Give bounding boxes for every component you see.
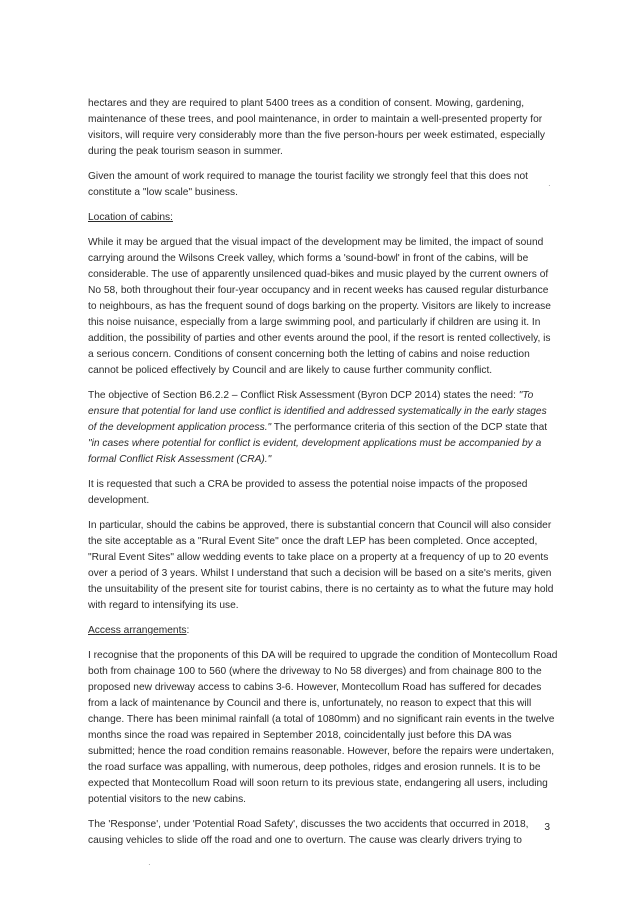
conflict-text-2: The performance criteria of this section of the DCP state that	[271, 422, 548, 433]
paragraph-road-condition: I recognise that the proponents of this DA will be required to upgrade the condition of Montecollum Road both from chainage 100 to 560 (where the driveway to No 58 diverges) and from chainage 800 to the proposed new driveway access to cabins 3-6. However, Montecollum Road has suffered for decades from a lack of maintenance by Council and there is, unfortunately, no reason to expect that this will change. There has been minimal rainfall (a total of 1080mm) and no significant rain events in the twelve months since the road was repaired in September 2018, coincidentally just before this DA was submitted; hence the road condition remains reasonable. However, before the repairs were undertaken, the road surface was appalling, with numerous, deep potholes, ridges and erosion runnels. It is to be expected that Montecollum Road will soon return to its previous state, endangering all users, including potential visitors to the new cabins.	[88, 650, 558, 805]
paragraph-low-scale: Given the amount of work required to manage the tourist facility we strongly feel that this does not constitute a "low scale" business.	[88, 171, 528, 198]
conflict-quote-2: "in cases where potential for conflict is evident, development applications must be accompanied by a formal Conflict Risk Assessment (CRA)."	[88, 438, 542, 465]
conflict-text-1: The objective of Section B6.2.2 – Conflict Risk Assessment (Byron DCP 2014) states the need:	[88, 390, 519, 401]
heading-access-label: Access arrangements	[88, 625, 187, 636]
heading-location-of-cabins: Location of cabins:	[88, 212, 173, 223]
paragraph-conflict-risk	[88, 388, 558, 468]
conflict-quote-1: "To ensure that potential for land use conflict is identified and addressed systematically in the early stages of the development application process."	[88, 390, 547, 433]
paragraph-maintenance: hectares and they are required to plant 5400 trees as a condition of consent. Mowing, gardening, maintenance of these trees, and pool maintenance, in order to maintain a well-presented property for visitors, will require very considerably more than the five person-hours per week estimated, especially during the peak tourism season in summer.	[88, 98, 545, 157]
page-number: 3	[544, 822, 550, 833]
heading-access-colon: :	[186, 625, 190, 636]
paragraph-noise-impact: While it may be argued that the visual impact of the development may be limited, the impact of sound carrying around the Wilsons Creek valley, which forms a 'sound-bowl' in front of the cabins, will be considerable. The use of apparently unsilenced quad-bikes and music played by the current owners of No 58, both throughout their four-year occupancy and in recent weeks has caused regular disturbance to neighbours, as has the frequent sound of dogs barking on the property. Visitors are likely to increase this noise nuisance, especially from a large swimming pool, and particularly if children are using it. In addition, the possibility of parties and other events around the pool, if the resort is rented collectively, is a serious concern. Conditions of consent concerning both the letting of cabins and noise reduction cannot be policed effectively by Council and are likely to cause further community conflict.	[88, 237, 551, 376]
scan-speck: ·	[548, 181, 551, 190]
paragraph-cra-request: It is requested that such a CRA be provided to assess the potential noise impacts of the proposed development.	[88, 479, 528, 506]
scan-speck: ·	[148, 860, 151, 869]
paragraph-rural-event-site: In particular, should the cabins be approved, there is substantial concern that Council will also consider the site acceptable as a "Rural Event Site" once the draft LEP has been completed. Once accepted, "Rural Event Sites" allow wedding events to take place on a property at a frequency of up to 20 events over a period of 3 years. Whilst I understand that such a decision will be based on a site's merits, given the unsuitability of the present site for tourist cabins, there is no certainty as to what the future may hold with regard to intensifying its use.	[88, 520, 554, 611]
document-body	[88, 96, 558, 858]
paragraph-road-safety: The 'Response', under 'Potential Road Safety', discusses the two accidents that occurred in 2018, causing vehicles to slide off the road and one to overturn. The cause was clearly drivers trying to	[88, 819, 529, 846]
heading-access-arrangements	[88, 623, 558, 639]
